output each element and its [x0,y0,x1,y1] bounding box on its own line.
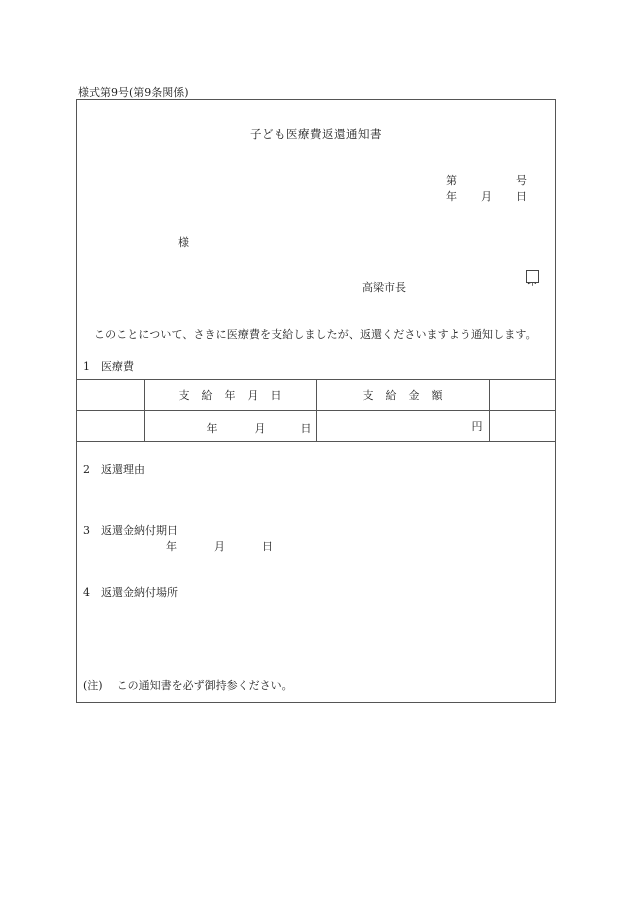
issue-year-label: 年 [446,190,457,203]
payment-day-label: 日 [300,422,312,435]
section-number: 1 [83,360,90,373]
deadline-year-label: 年 [166,540,177,553]
section-payment-deadline [83,522,178,538]
table-cell-empty [489,380,556,411]
table-cell-empty [76,411,144,442]
section-medical-expenses [83,358,134,374]
section-label: 医療費 [101,360,134,373]
section-payment-location [83,584,178,600]
payment-amount-cell[interactable]: 円 [316,411,489,442]
header-payment-amount: 支給金額 [316,380,489,411]
note-prefix: (注) [83,679,103,692]
note-text: この通知書を必ず御持参ください。 [116,679,293,692]
section-return-reason [83,461,145,477]
deadline-month-label: 月 [214,540,225,553]
issue-month-label: 月 [481,190,492,203]
notice-frame [76,99,556,703]
section-number: 4 [83,586,90,599]
document-title: 子ども医療費返還通知書 [250,127,382,141]
number-suffix: 号 [516,174,527,187]
deadline-day-label: 日 [262,540,273,553]
issue-day-label: 日 [516,190,527,203]
payment-date-cell[interactable] [144,411,316,442]
number-prefix: 第 [446,174,457,187]
section-number: 2 [83,463,90,476]
form-number-label: 様式第9号(第9条関係) [78,86,189,99]
section-label: 返還理由 [101,463,145,476]
payment-month-label: 月 [254,422,266,435]
table-header-row [76,380,556,411]
notice-body-text: このことについて、さきに医療費を支給しましたが、返還くださいますよう通知します。 [94,328,537,341]
table-cell-empty [489,411,556,442]
table-cell-empty [76,380,144,411]
payment-year-label: 年 [206,422,218,435]
footnote [83,677,293,693]
recipient-honorific: 様 [178,236,189,249]
section-label: 返還金納付期日 [101,524,178,537]
table-row [76,411,556,442]
section-label: 返還金納付場所 [101,586,178,599]
section-number: 3 [83,524,90,537]
issuer-name: 高梁市長 [362,281,406,294]
header-payment-date: 支給年月日 [144,380,316,411]
seal-mark [523,270,539,286]
payment-table [76,379,556,442]
seal-box [526,270,539,283]
